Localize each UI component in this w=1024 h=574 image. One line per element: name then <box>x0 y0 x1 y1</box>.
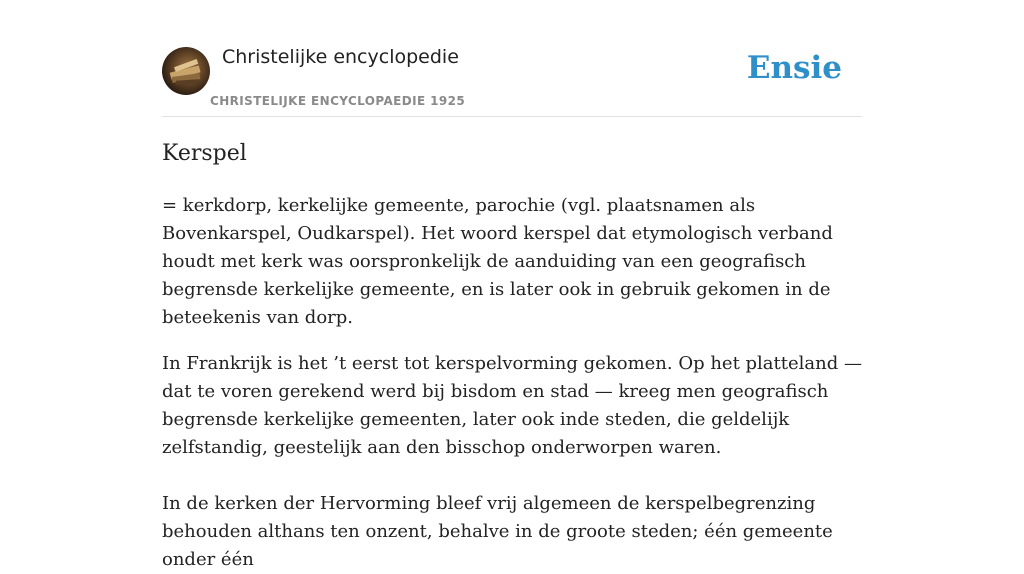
brand-logo[interactable]: Ensie <box>746 50 842 86</box>
article <box>162 138 862 574</box>
article-paragraph: In de kerken der Hervorming bleef vrij algemeen de kerspelbegrenzing behouden althans ten onzent, behalve in de groote steden; één gemeente onder één <box>162 493 833 570</box>
avatar[interactable] <box>162 47 210 95</box>
article-title: Kerspel <box>162 141 247 166</box>
site-header <box>162 40 862 117</box>
site-subtitle: CHRISTELIJKE ENCYCLOPAEDIE 1925 <box>210 94 466 108</box>
article-paragraph: = kerkdorp, kerkelijke gemeente, parochie (vgl. plaatsnamen als Bovenkarspel, Oudkarspel). Het woord kerspel dat etymologisch verband houdt met kerk was oorspronkelijk de aanduiding van een geografisch begrensde kerkelijke gemeente, en is later ook in gebruik gekomen in de beteekenis van dorp. <box>162 195 833 328</box>
site-title[interactable]: Christelijke encyclopedie <box>222 46 459 68</box>
book-stack-icon <box>162 47 210 95</box>
article-paragraph: In Frankrijk is het ’t eerst tot kerspelvorming gekomen. Op het platteland — dat te voren gerekend werd bij bisdom en stad — kreeg men geografisch begrensde kerkelijke gemeenten, later ook inde steden, die geldelijk zelfstandig, geestelijk aan den bisschop onderworpen waren. <box>162 353 862 458</box>
